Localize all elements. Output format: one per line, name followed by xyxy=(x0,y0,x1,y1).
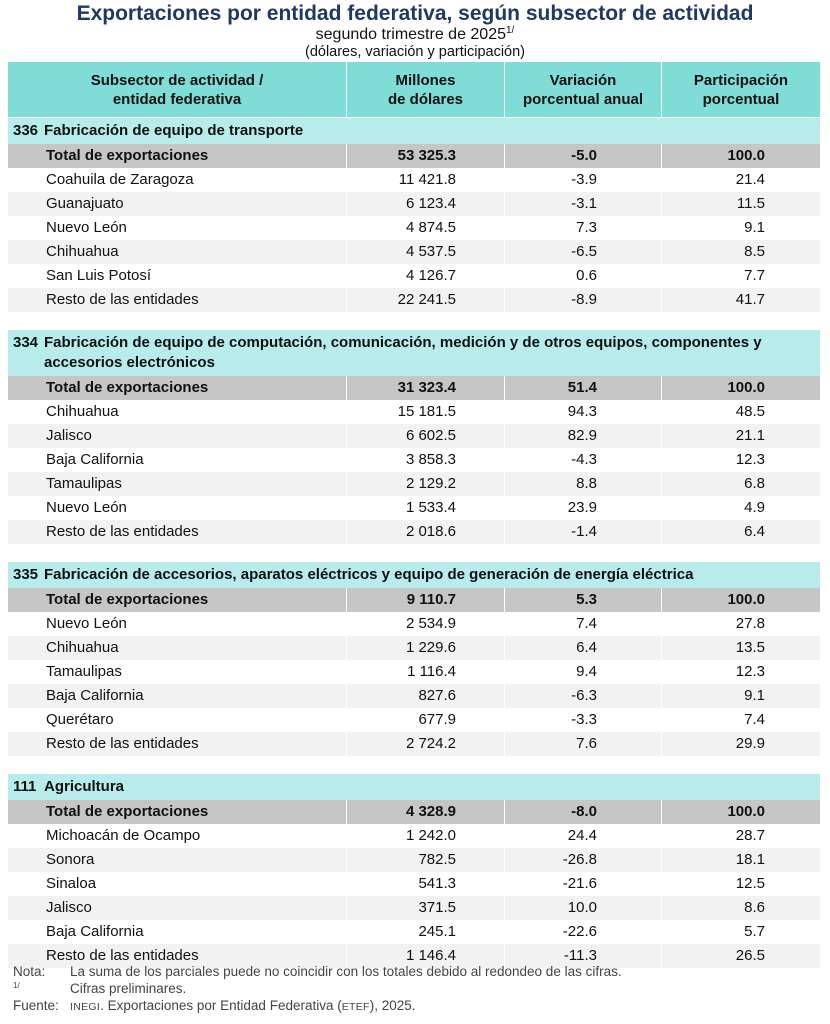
table-row xyxy=(8,636,820,660)
cell-variacion: -3.3 xyxy=(504,708,661,732)
cell-participacion: 21.1 xyxy=(661,424,820,448)
cell-variacion: 23.9 xyxy=(504,496,661,520)
cell-participacion: 7.7 xyxy=(661,264,820,288)
source-text xyxy=(70,997,416,1016)
cell-entidad: Total de exportaciones xyxy=(46,147,209,164)
cell-millones: 3 858.3 xyxy=(346,448,504,472)
cell-participacion: 11.5 xyxy=(661,192,820,216)
cell-participacion: 26.5 xyxy=(661,944,820,968)
cell-participacion: 29.9 xyxy=(661,732,820,756)
cell-variacion: -5.0 xyxy=(504,144,661,168)
cell-participacion: 9.1 xyxy=(661,216,820,240)
cell-entidad: Querétaro xyxy=(46,711,114,728)
cell-entidad: Chihuahua xyxy=(46,639,119,656)
footnote-marker: 1/ xyxy=(13,981,20,990)
table-row xyxy=(8,240,820,264)
table-row xyxy=(8,684,820,708)
cell-entidad: Sonora xyxy=(46,851,95,868)
cell-participacion: 8.5 xyxy=(661,240,820,264)
cell-participacion: 100.0 xyxy=(661,800,820,824)
cell-millones: 22 241.5 xyxy=(346,288,504,312)
section-name: Fabricación de accesorios, aparatos eléctricos y equipo de generación de energía eléctrica xyxy=(44,566,694,583)
cell-entidad: Michoacán de Ocampo xyxy=(46,827,201,844)
cell-millones: 1 116.4 xyxy=(346,660,504,684)
cell-variacion: -22.6 xyxy=(504,920,661,944)
source-org: INEGI xyxy=(70,1001,101,1013)
cell-millones: 4 328.9 xyxy=(346,800,504,824)
cell-millones: 53 325.3 xyxy=(346,144,504,168)
subtitle-text: segundo trimestre de 2025 xyxy=(315,26,506,43)
cell-entidad: Coahuila de Zaragoza xyxy=(46,171,194,188)
section-name: Fabricación de equipo de computación, comunicación, medición y de otros equipos, componentes y accesorios electrónicos xyxy=(44,334,762,371)
cell-variacion: -21.6 xyxy=(504,872,661,896)
cell-participacion: 12.3 xyxy=(661,448,820,472)
subtitle-footnote-marker: 1/ xyxy=(506,25,515,36)
section-header-335 xyxy=(8,561,820,588)
header-line: entidad federativa xyxy=(112,90,242,108)
section-code: 334 xyxy=(13,334,39,351)
section-code: 336 xyxy=(13,122,39,139)
cell-participacion: 12.3 xyxy=(661,660,820,684)
cell-entidad: Resto de las entidades xyxy=(46,291,199,308)
table-row xyxy=(8,400,820,424)
cell-millones: 782.5 xyxy=(346,848,504,872)
exports-table xyxy=(8,62,820,968)
table-row xyxy=(8,168,820,192)
cell-variacion: 8.8 xyxy=(504,472,661,496)
cell-participacion: 4.9 xyxy=(661,496,820,520)
cell-entidad: Guanajuato xyxy=(46,195,124,212)
cell-millones: 4 874.5 xyxy=(346,216,504,240)
cell-variacion: -6.3 xyxy=(504,684,661,708)
cell-entidad: Baja California xyxy=(46,687,144,704)
note-label: Nota: xyxy=(13,964,46,979)
cell-participacion: 21.4 xyxy=(661,168,820,192)
cell-millones: 4 126.7 xyxy=(346,264,504,288)
cell-entidad: Chihuahua xyxy=(46,403,119,420)
cell-variacion: -8.9 xyxy=(504,288,661,312)
header-line: de dólares xyxy=(387,90,464,108)
section-name: Fabricación de equipo de transporte xyxy=(44,122,304,139)
cell-participacion: 12.5 xyxy=(661,872,820,896)
cell-millones: 2 018.6 xyxy=(346,520,504,544)
cell-entidad: Sinaloa xyxy=(46,875,97,892)
cell-participacion: 8.6 xyxy=(661,896,820,920)
cell-entidad: Total de exportaciones xyxy=(46,803,209,820)
section-spacer xyxy=(8,756,820,773)
table-row xyxy=(8,872,820,896)
cell-millones: 371.5 xyxy=(346,896,504,920)
cell-millones: 6 123.4 xyxy=(346,192,504,216)
header-line: Variación xyxy=(549,71,617,89)
total-row xyxy=(8,144,820,168)
note-footnote xyxy=(13,980,823,997)
note-label xyxy=(13,980,70,997)
cell-millones: 2 129.2 xyxy=(346,472,504,496)
cell-entidad: Resto de las entidades xyxy=(46,947,199,964)
table-row xyxy=(8,264,820,288)
cell-participacion: 100.0 xyxy=(661,144,820,168)
table-row xyxy=(8,192,820,216)
cell-participacion: 100.0 xyxy=(661,588,820,612)
source-text-part: . Exportaciones por Entidad Federativa ( xyxy=(100,998,342,1013)
section-header-336 xyxy=(8,117,820,144)
note-rounding xyxy=(13,963,823,980)
table-header xyxy=(8,62,820,117)
table-row xyxy=(8,612,820,636)
cell-variacion: -4.3 xyxy=(504,448,661,472)
cell-variacion: -11.3 xyxy=(504,944,661,968)
header-variacion xyxy=(504,62,661,117)
cell-millones: 15 181.5 xyxy=(346,400,504,424)
section-spacer xyxy=(8,312,820,329)
cell-millones: 4 537.5 xyxy=(346,240,504,264)
cell-entidad: Baja California xyxy=(46,451,144,468)
note-source xyxy=(13,997,823,1016)
header-line: Subsector de actividad / xyxy=(90,71,264,89)
cell-millones: 9 110.7 xyxy=(346,588,504,612)
table-row xyxy=(8,496,820,520)
table-row xyxy=(8,424,820,448)
cell-participacion: 48.5 xyxy=(661,400,820,424)
total-row xyxy=(8,376,820,400)
section-header-334 xyxy=(8,329,820,376)
cell-participacion: 7.4 xyxy=(661,708,820,732)
cell-entidad: Jalisco xyxy=(46,899,92,916)
cell-millones: 1 229.6 xyxy=(346,636,504,660)
cell-variacion: -26.8 xyxy=(504,848,661,872)
cell-millones: 2 724.2 xyxy=(346,732,504,756)
table-notes xyxy=(13,963,823,1016)
header-line: Millones xyxy=(395,71,456,89)
table-row xyxy=(8,288,820,312)
section-header-111 xyxy=(8,773,820,800)
cell-variacion: -1.4 xyxy=(504,520,661,544)
cell-variacion: -6.5 xyxy=(504,240,661,264)
cell-participacion: 6.8 xyxy=(661,472,820,496)
cell-millones: 31 323.4 xyxy=(346,376,504,400)
cell-millones: 245.1 xyxy=(346,920,504,944)
source-abbr: ETEF xyxy=(341,1001,370,1013)
cell-entidad: San Luis Potosí xyxy=(46,267,152,284)
cell-variacion: 10.0 xyxy=(504,896,661,920)
cell-variacion: 5.3 xyxy=(504,588,661,612)
table-row xyxy=(8,848,820,872)
cell-variacion: 51.4 xyxy=(504,376,661,400)
table-row xyxy=(8,520,820,544)
cell-variacion: 82.9 xyxy=(504,424,661,448)
cell-millones: 1 146.4 xyxy=(346,944,504,968)
cell-millones: 6 602.5 xyxy=(346,424,504,448)
cell-entidad: Total de exportaciones xyxy=(46,591,209,608)
cell-variacion: 0.6 xyxy=(504,264,661,288)
table-row xyxy=(8,824,820,848)
cell-entidad: Resto de las entidades xyxy=(46,523,199,540)
table-row xyxy=(8,896,820,920)
cell-participacion: 5.7 xyxy=(661,920,820,944)
cell-variacion: 7.6 xyxy=(504,732,661,756)
cell-participacion: 27.8 xyxy=(661,612,820,636)
cell-entidad: Jalisco xyxy=(46,427,92,444)
cell-millones: 1 533.4 xyxy=(346,496,504,520)
page-title: Exportaciones por entidad federativa, según subsector de actividad xyxy=(76,2,754,25)
section-code: 335 xyxy=(13,566,39,583)
cell-variacion: 7.3 xyxy=(504,216,661,240)
cell-variacion: -8.0 xyxy=(504,800,661,824)
cell-millones: 11 421.8 xyxy=(346,168,504,192)
total-row xyxy=(8,588,820,612)
cell-millones: 677.9 xyxy=(346,708,504,732)
cell-entidad: Nuevo León xyxy=(46,615,127,632)
cell-variacion: 24.4 xyxy=(504,824,661,848)
cell-variacion: -3.1 xyxy=(504,192,661,216)
page-subtitle xyxy=(0,25,830,44)
header-participacion xyxy=(661,62,820,117)
note-text: La suma de los parciales puede no coincidir con los totales debido al redondeo de las cifras. xyxy=(70,964,622,979)
cell-millones: 1 242.0 xyxy=(346,824,504,848)
source-text-part: ), 2025. xyxy=(369,998,416,1013)
table-row xyxy=(8,448,820,472)
cell-participacion: 13.5 xyxy=(661,636,820,660)
section-name: Agricultura xyxy=(44,778,125,795)
cell-variacion: 7.4 xyxy=(504,612,661,636)
cell-entidad: Baja California xyxy=(46,923,144,940)
cell-millones: 2 534.9 xyxy=(346,612,504,636)
cell-entidad: Tamaulipas xyxy=(46,475,122,492)
cell-entidad: Resto de las entidades xyxy=(46,735,199,752)
table-row xyxy=(8,216,820,240)
table-row xyxy=(8,708,820,732)
table-row xyxy=(8,920,820,944)
table-body xyxy=(8,117,820,968)
header-millones xyxy=(346,62,504,117)
cell-participacion: 41.7 xyxy=(661,288,820,312)
cell-variacion: 94.3 xyxy=(504,400,661,424)
cell-entidad: Chihuahua xyxy=(46,243,119,260)
table-row xyxy=(8,732,820,756)
note-text: Cifras preliminares. xyxy=(70,981,187,996)
cell-participacion: 9.1 xyxy=(661,684,820,708)
cell-entidad: Nuevo León xyxy=(46,219,127,236)
header-subsector xyxy=(8,62,346,117)
cell-entidad: Tamaulipas xyxy=(46,663,122,680)
cell-participacion: 6.4 xyxy=(661,520,820,544)
cell-variacion: 6.4 xyxy=(504,636,661,660)
cell-variacion: -3.9 xyxy=(504,168,661,192)
cell-variacion: 9.4 xyxy=(504,660,661,684)
cell-millones: 541.3 xyxy=(346,872,504,896)
table-row xyxy=(8,472,820,496)
cell-participacion: 100.0 xyxy=(661,376,820,400)
header-line: Participación xyxy=(693,71,789,89)
note-label: Fuente: xyxy=(13,998,59,1013)
cell-entidad: Nuevo León xyxy=(46,499,127,516)
header-line: porcentual xyxy=(702,90,780,108)
section-code: 111 xyxy=(13,778,37,795)
units-caption: (dólares, variación y participación) xyxy=(304,44,525,60)
cell-entidad: Total de exportaciones xyxy=(46,379,209,396)
header-line: porcentual anual xyxy=(522,90,644,108)
cell-participacion: 18.1 xyxy=(661,848,820,872)
cell-participacion: 28.7 xyxy=(661,824,820,848)
cell-millones: 827.6 xyxy=(346,684,504,708)
table-row xyxy=(8,660,820,684)
total-row xyxy=(8,800,820,824)
section-spacer xyxy=(8,544,820,561)
